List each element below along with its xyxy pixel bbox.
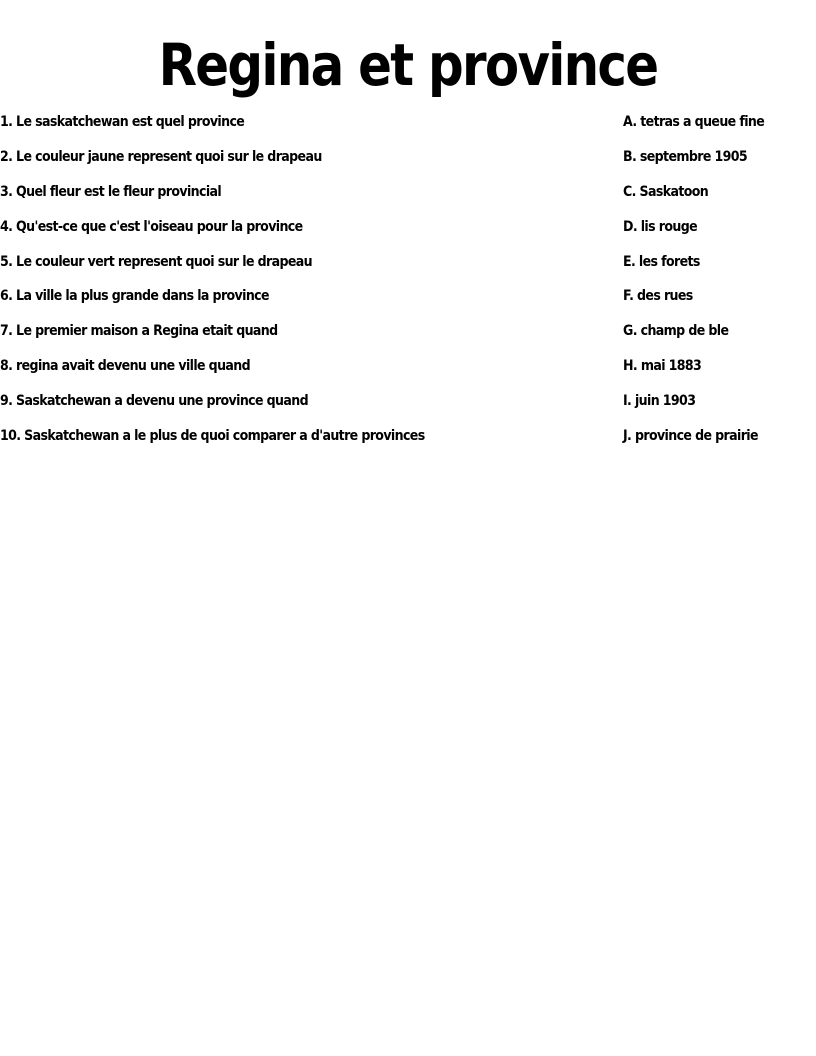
- question-1: 1. Le saskatchewan est quel province: [0, 114, 245, 130]
- question-4: 4. Qu'est-ce que c'est l'oiseau pour la province: [0, 218, 303, 235]
- matching-row-7: [0, 320, 816, 355]
- question-2: 2. Le couleur jaune represent quoi sur le drapeau: [0, 148, 322, 165]
- question-9: 9. Saskatchewan a devenu une province quand: [0, 393, 309, 410]
- matching-list: [0, 111, 816, 460]
- matching-row-6: [0, 285, 816, 320]
- matching-row-2: [0, 146, 816, 181]
- question-8: 8. regina avait devenu une ville quand: [0, 358, 251, 375]
- question-3: 3. Quel fleur est le fleur provincial: [0, 183, 222, 200]
- answer-i: I. juin 1903: [623, 393, 696, 410]
- matching-row-5: [0, 251, 816, 286]
- question-6: 6. La ville la plus grande dans la province: [0, 288, 269, 305]
- answer-a: A. tetras a queue fine: [623, 114, 765, 130]
- answer-f: F. des rues: [623, 288, 693, 305]
- matching-row-10: [0, 425, 816, 460]
- answer-b: B. septembre 1905: [623, 148, 748, 165]
- matching-row-3: [0, 181, 816, 216]
- question-7: 7. Le premier maison a Regina etait quand: [0, 323, 278, 340]
- page-title: Regina et province: [158, 31, 658, 99]
- answer-e: E. les forets: [623, 253, 700, 270]
- matching-row-4: [0, 216, 816, 251]
- answer-j: J. province de prairie: [623, 428, 758, 445]
- answer-h: H. mai 1883: [623, 358, 702, 375]
- matching-row-1: [0, 111, 816, 146]
- question-10: 10. Saskatchewan a le plus de quoi comparer a d'autre provinces: [0, 428, 425, 445]
- matching-row-9: [0, 390, 816, 425]
- question-5: 5. Le couleur vert represent quoi sur le drapeau: [0, 253, 312, 270]
- answer-d: D. lis rouge: [623, 218, 698, 235]
- answer-g: G. champ de ble: [623, 323, 729, 340]
- matching-row-8: [0, 355, 816, 390]
- answer-c: C. Saskatoon: [623, 183, 709, 200]
